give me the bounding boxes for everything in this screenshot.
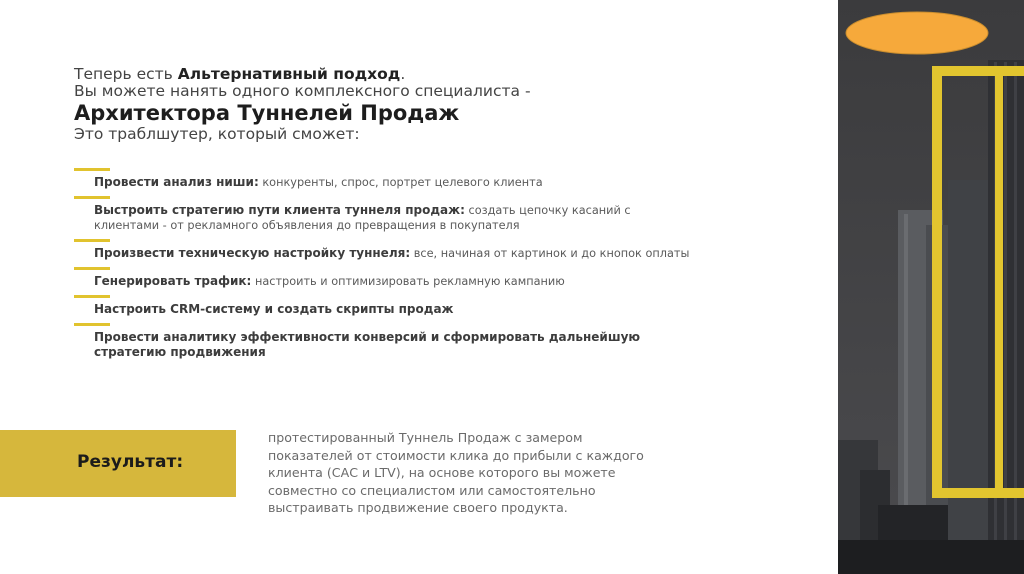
item-title: Провести анализ ниши: bbox=[94, 175, 259, 189]
intro-line-4: Это траблшутер, который сможет: bbox=[74, 125, 360, 143]
item-text: создать цепочку касаний с клиентами - от рекламного объявления до превращения в покупателя bbox=[94, 204, 631, 232]
item-text: все, начиная от картинок и до кнопок оплаты bbox=[410, 247, 690, 260]
bullet-bar bbox=[74, 267, 110, 270]
list-item bbox=[74, 168, 694, 190]
item-title: Настроить CRM-систему и создать скрипты продаж bbox=[94, 302, 454, 316]
item-title: Генерировать трафик: bbox=[94, 274, 252, 288]
intro-block bbox=[74, 66, 774, 143]
list-item bbox=[74, 323, 694, 360]
item-text: настроить и оптимизировать рекламную кампанию bbox=[251, 275, 565, 288]
bullet-bar bbox=[74, 295, 110, 298]
result-label: Результат: bbox=[77, 452, 184, 472]
city-photo bbox=[838, 0, 1024, 574]
list-item bbox=[74, 239, 694, 261]
intro-period: . bbox=[400, 65, 406, 83]
bullet-bar bbox=[74, 168, 110, 171]
item-title: Выстроить стратегию пути клиента туннеля продаж: bbox=[94, 203, 465, 217]
headline: Архитектора Туннелей Продаж bbox=[74, 101, 460, 125]
skyline-image bbox=[838, 0, 1024, 574]
task-list bbox=[74, 168, 694, 366]
intro-text: Теперь есть bbox=[74, 65, 178, 83]
list-item bbox=[74, 267, 694, 289]
list-item bbox=[74, 295, 694, 317]
list-item bbox=[74, 196, 694, 233]
result-text: протестированный Туннель Продаж с замером показателей от стоимости клика до прибыли с каждого клиента (САС и LTV), на основе которого вы можете совместно со специалистом или самостоятельно выстраивать продвижение своего продукта. bbox=[268, 430, 644, 515]
item-title: Провести аналитику эффективности конверсий и сформировать дальнейшую стратегию продвижения bbox=[94, 330, 641, 359]
intro-line-1 bbox=[74, 66, 774, 83]
orange-oval bbox=[846, 12, 988, 54]
item-title: Произвести техническую настройку туннеля: bbox=[94, 246, 411, 260]
bullet-bar bbox=[74, 323, 110, 326]
result-banner bbox=[0, 430, 236, 497]
bullet-bar bbox=[74, 239, 110, 242]
intro-bold-text: Альтернативный подход bbox=[177, 65, 401, 83]
item-text: конкуренты, спрос, портрет целевого клиента bbox=[258, 176, 543, 189]
intro-line-2: Вы можете нанять одного комплексного специалиста - bbox=[74, 82, 531, 100]
bullet-bar bbox=[74, 196, 110, 199]
